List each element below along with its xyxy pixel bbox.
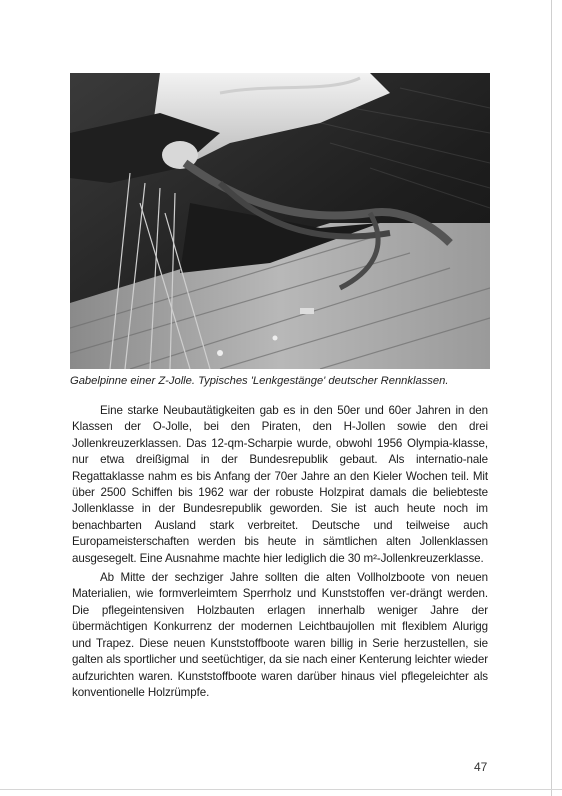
- sailboat-tiller-photo: [70, 73, 490, 369]
- body-text: [72, 403, 488, 704]
- page-edge-bottom: [0, 789, 562, 790]
- paragraph: Ab Mitte der sechziger Jahre sollten die alten Vollholzboote von neuen Materialien, wie formverleimtem Sperrholz und Kunststoffen ver-drängt werden. Die pflegeintensiven Holzbauten erlagen innerhalb weniger Jahre der übermächtigen Konkurrenz der modernen Leichtbaujollen mit flexiblem Alurigg und Trapez. Diese neuen Kunststoffboote waren billig in Serie herzustellen, sie galten als sportlicher und seetüchtiger, da sie nach einer Kenterung leichter wieder aufzurichten waren. Kunststoffboote waren darüber hinaus viel pflegeleichter als konventionelle Holzrümpfe.: [72, 571, 488, 699]
- photo-caption: Gabelpinne einer Z-Jolle. Typisches 'Lenkgestänge' deutscher Rennklassen.: [70, 375, 449, 387]
- paragraph: Eine starke Neubautätigkeiten gab es in den 50er und 60er Jahren in den Klassen der O-Jolle, bei den Piraten, den H-Jollen sowie den drei Jollenkreuzerklassen. Das 12-qm-Scharpie wurde, obwohl 1956 Olympia-klasse, nur etwa dreißigmal in der Bundesrepublik gebaut. Als internatio-nale Regattaklasse nahm es bis Anfang der 70er Jahre an den Kieler Wochen teil. Mit über 2500 Schiffen bis 1962 war der robuste Holzpirat damals die beliebteste Jollenklasse in der Bundesrepublik geworden. Sie ist auch heute noch im benachbarten Ausland stark verbreitet. Deutsche und teilweise auch Europameisterschaften werden bis heute in sämtlichen alten Jollenklassen ausgesegelt. Eine Ausnahme machte hier lediglich die 30 m²-Jollenkreuzerklasse.: [72, 404, 488, 565]
- page-number: 47: [474, 760, 488, 774]
- page-edge: [551, 0, 552, 796]
- photo-graphic: [70, 73, 490, 369]
